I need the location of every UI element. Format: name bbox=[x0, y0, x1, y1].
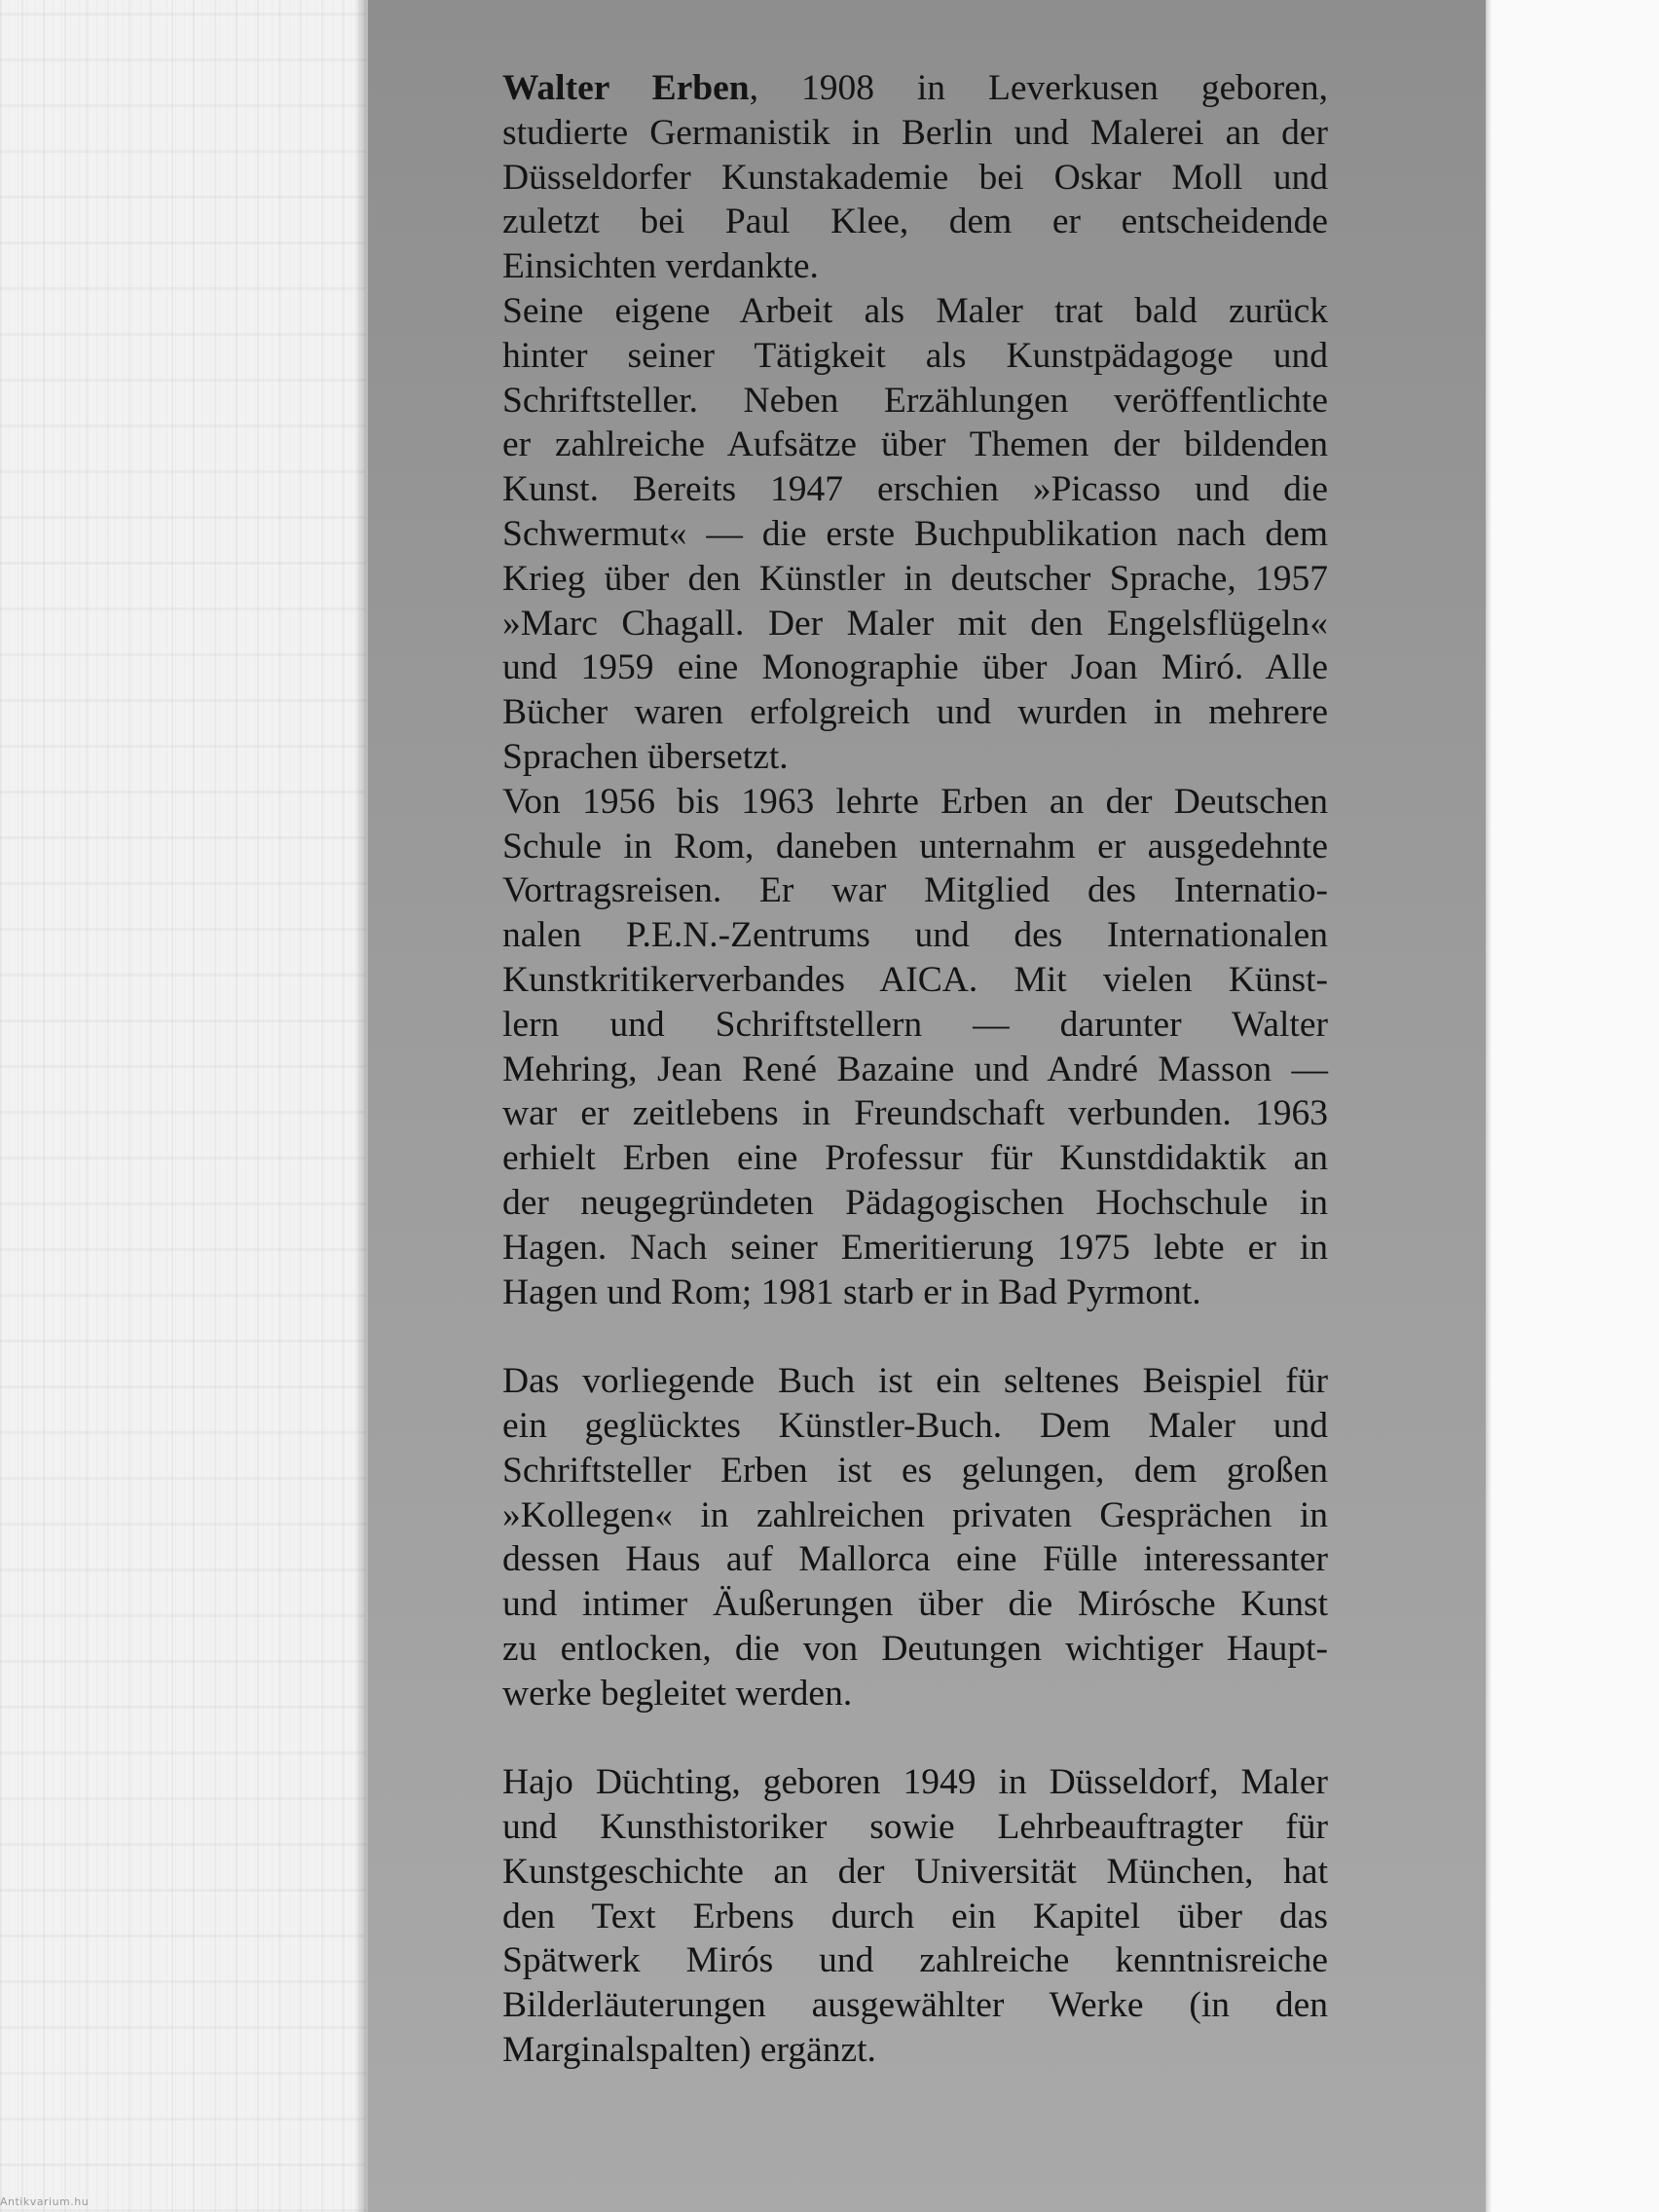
text-line: zu entlocken, die von Deutungen wichtiger Haupt- bbox=[502, 1628, 1328, 1669]
text-line: werke begleitet werden. bbox=[502, 1673, 853, 1714]
coauthor-paragraph bbox=[502, 1760, 1328, 2073]
text-line: Hagen. Nach seiner Emeritierung 1975 lebte er in bbox=[502, 1227, 1328, 1268]
cover-text-block bbox=[502, 66, 1328, 2073]
text-line: lern und Schriftstellern — darunter Walter bbox=[502, 1004, 1328, 1045]
text-line: Vortragsreisen. Er war Mitglied des Internatio- bbox=[502, 870, 1328, 911]
text-line: Krieg über den Künstler in deutscher Sprache, 1957 bbox=[502, 558, 1328, 599]
text-line: den Text Erbens durch ein Kapitel über das bbox=[502, 1896, 1328, 1936]
text-line: Düsseldorfer Kunstakademie bei Oskar Moll und bbox=[502, 157, 1328, 198]
text-line: »Kollegen« in zahlreichen privaten Gesprächen in bbox=[502, 1494, 1328, 1535]
text-line: Hagen und Rom; 1981 starb er in Bad Pyrmont. bbox=[502, 1272, 1201, 1312]
text-line: der neugegründeten Pädagogischen Hochschule in bbox=[502, 1182, 1328, 1223]
text-line: Bücher waren erfolgreich und wurden in mehrere bbox=[502, 692, 1328, 733]
text-line: Kunst. Bereits 1947 erschien »Picasso und die bbox=[502, 469, 1328, 510]
text-line: Hajo Düchting, geboren 1949 in Düsseldorf, Maler bbox=[502, 1762, 1328, 1803]
text-line: er zahlreiche Aufsätze über Themen der bildenden bbox=[502, 424, 1328, 465]
text-line: und Kunsthistoriker sowie Lehrbeauftragter für bbox=[502, 1807, 1328, 1848]
right-page-edge bbox=[1486, 0, 1659, 2212]
book-description-paragraph bbox=[502, 1359, 1328, 1715]
text-line: Schriftsteller. Neben Erzählungen veröffentlichte bbox=[502, 380, 1328, 421]
text-line: Bilderläuterungen ausgewählter Werke (in den bbox=[502, 1985, 1328, 2026]
text-line: und intimer Äußerungen über die Mirósche Kunst bbox=[502, 1584, 1328, 1625]
text-line: hinter seiner Tätigkeit als Kunstpädagoge und bbox=[502, 335, 1328, 376]
text-line: Mehring, Jean René Bazaine und André Masson — bbox=[502, 1049, 1328, 1089]
text-line: Sprachen übersetzt. bbox=[502, 736, 789, 777]
text-line: ein geglücktes Künstler-Buch. Dem Maler und bbox=[502, 1405, 1328, 1446]
text-line: Seine eigene Arbeit als Maler trat bald zurück bbox=[502, 290, 1328, 331]
text-line: »Marc Chagall. Der Maler mit den Engelsflügeln« bbox=[502, 603, 1328, 644]
watermark: Antikvarium.hu bbox=[0, 2195, 90, 2208]
biography-paragraph bbox=[502, 66, 1328, 1314]
text-line: dessen Haus auf Mallorca eine Fülle interessanter bbox=[502, 1539, 1328, 1580]
text-line: Das vorliegende Buch ist ein seltenes Beispiel für bbox=[502, 1361, 1328, 1402]
text-line: nalen P.E.N.-Zentrums und des Internationalen bbox=[502, 915, 1328, 956]
text-line: Spätwerk Mirós und zahlreiche kenntnisreiche bbox=[502, 1940, 1328, 1981]
text-line: Schwermut« — die erste Buchpublikation nach dem bbox=[502, 513, 1328, 554]
text-line: Walter Erben, 1908 in Leverkusen geboren, bbox=[502, 68, 1328, 108]
author-name: Walter Erben bbox=[502, 68, 750, 108]
text-line: zuletzt bei Paul Klee, dem er entscheidende bbox=[502, 202, 1328, 242]
text-line: Von 1956 bis 1963 lehrte Erben an der Deutschen bbox=[502, 781, 1328, 822]
text-line: Marginalspalten) ergänzt. bbox=[502, 2030, 876, 2071]
text-line: Schriftsteller Erben ist es gelungen, dem großen bbox=[502, 1450, 1328, 1491]
text-line: erhielt Erben eine Professur für Kunstdidaktik an bbox=[502, 1138, 1328, 1179]
page-divider-shadow bbox=[354, 0, 368, 2212]
text-line: studierte Germanistik in Berlin und Malerei an der bbox=[502, 112, 1328, 153]
text-line: Kunstgeschichte an der Universität München, hat bbox=[502, 1851, 1328, 1892]
text-line: Kunstkritikerverbandes AICA. Mit vielen Künst- bbox=[502, 959, 1328, 1000]
text-line: Schule in Rom, daneben unternahm er ausgedehnte bbox=[502, 826, 1328, 866]
left-page-texture bbox=[0, 0, 366, 2212]
text-line: Einsichten verdankte. bbox=[502, 246, 819, 287]
text-line: und 1959 eine Monographie über Joan Miró. Alle bbox=[502, 647, 1328, 688]
text-line: war er zeitlebens in Freundschaft verbunden. 1963 bbox=[502, 1093, 1328, 1134]
